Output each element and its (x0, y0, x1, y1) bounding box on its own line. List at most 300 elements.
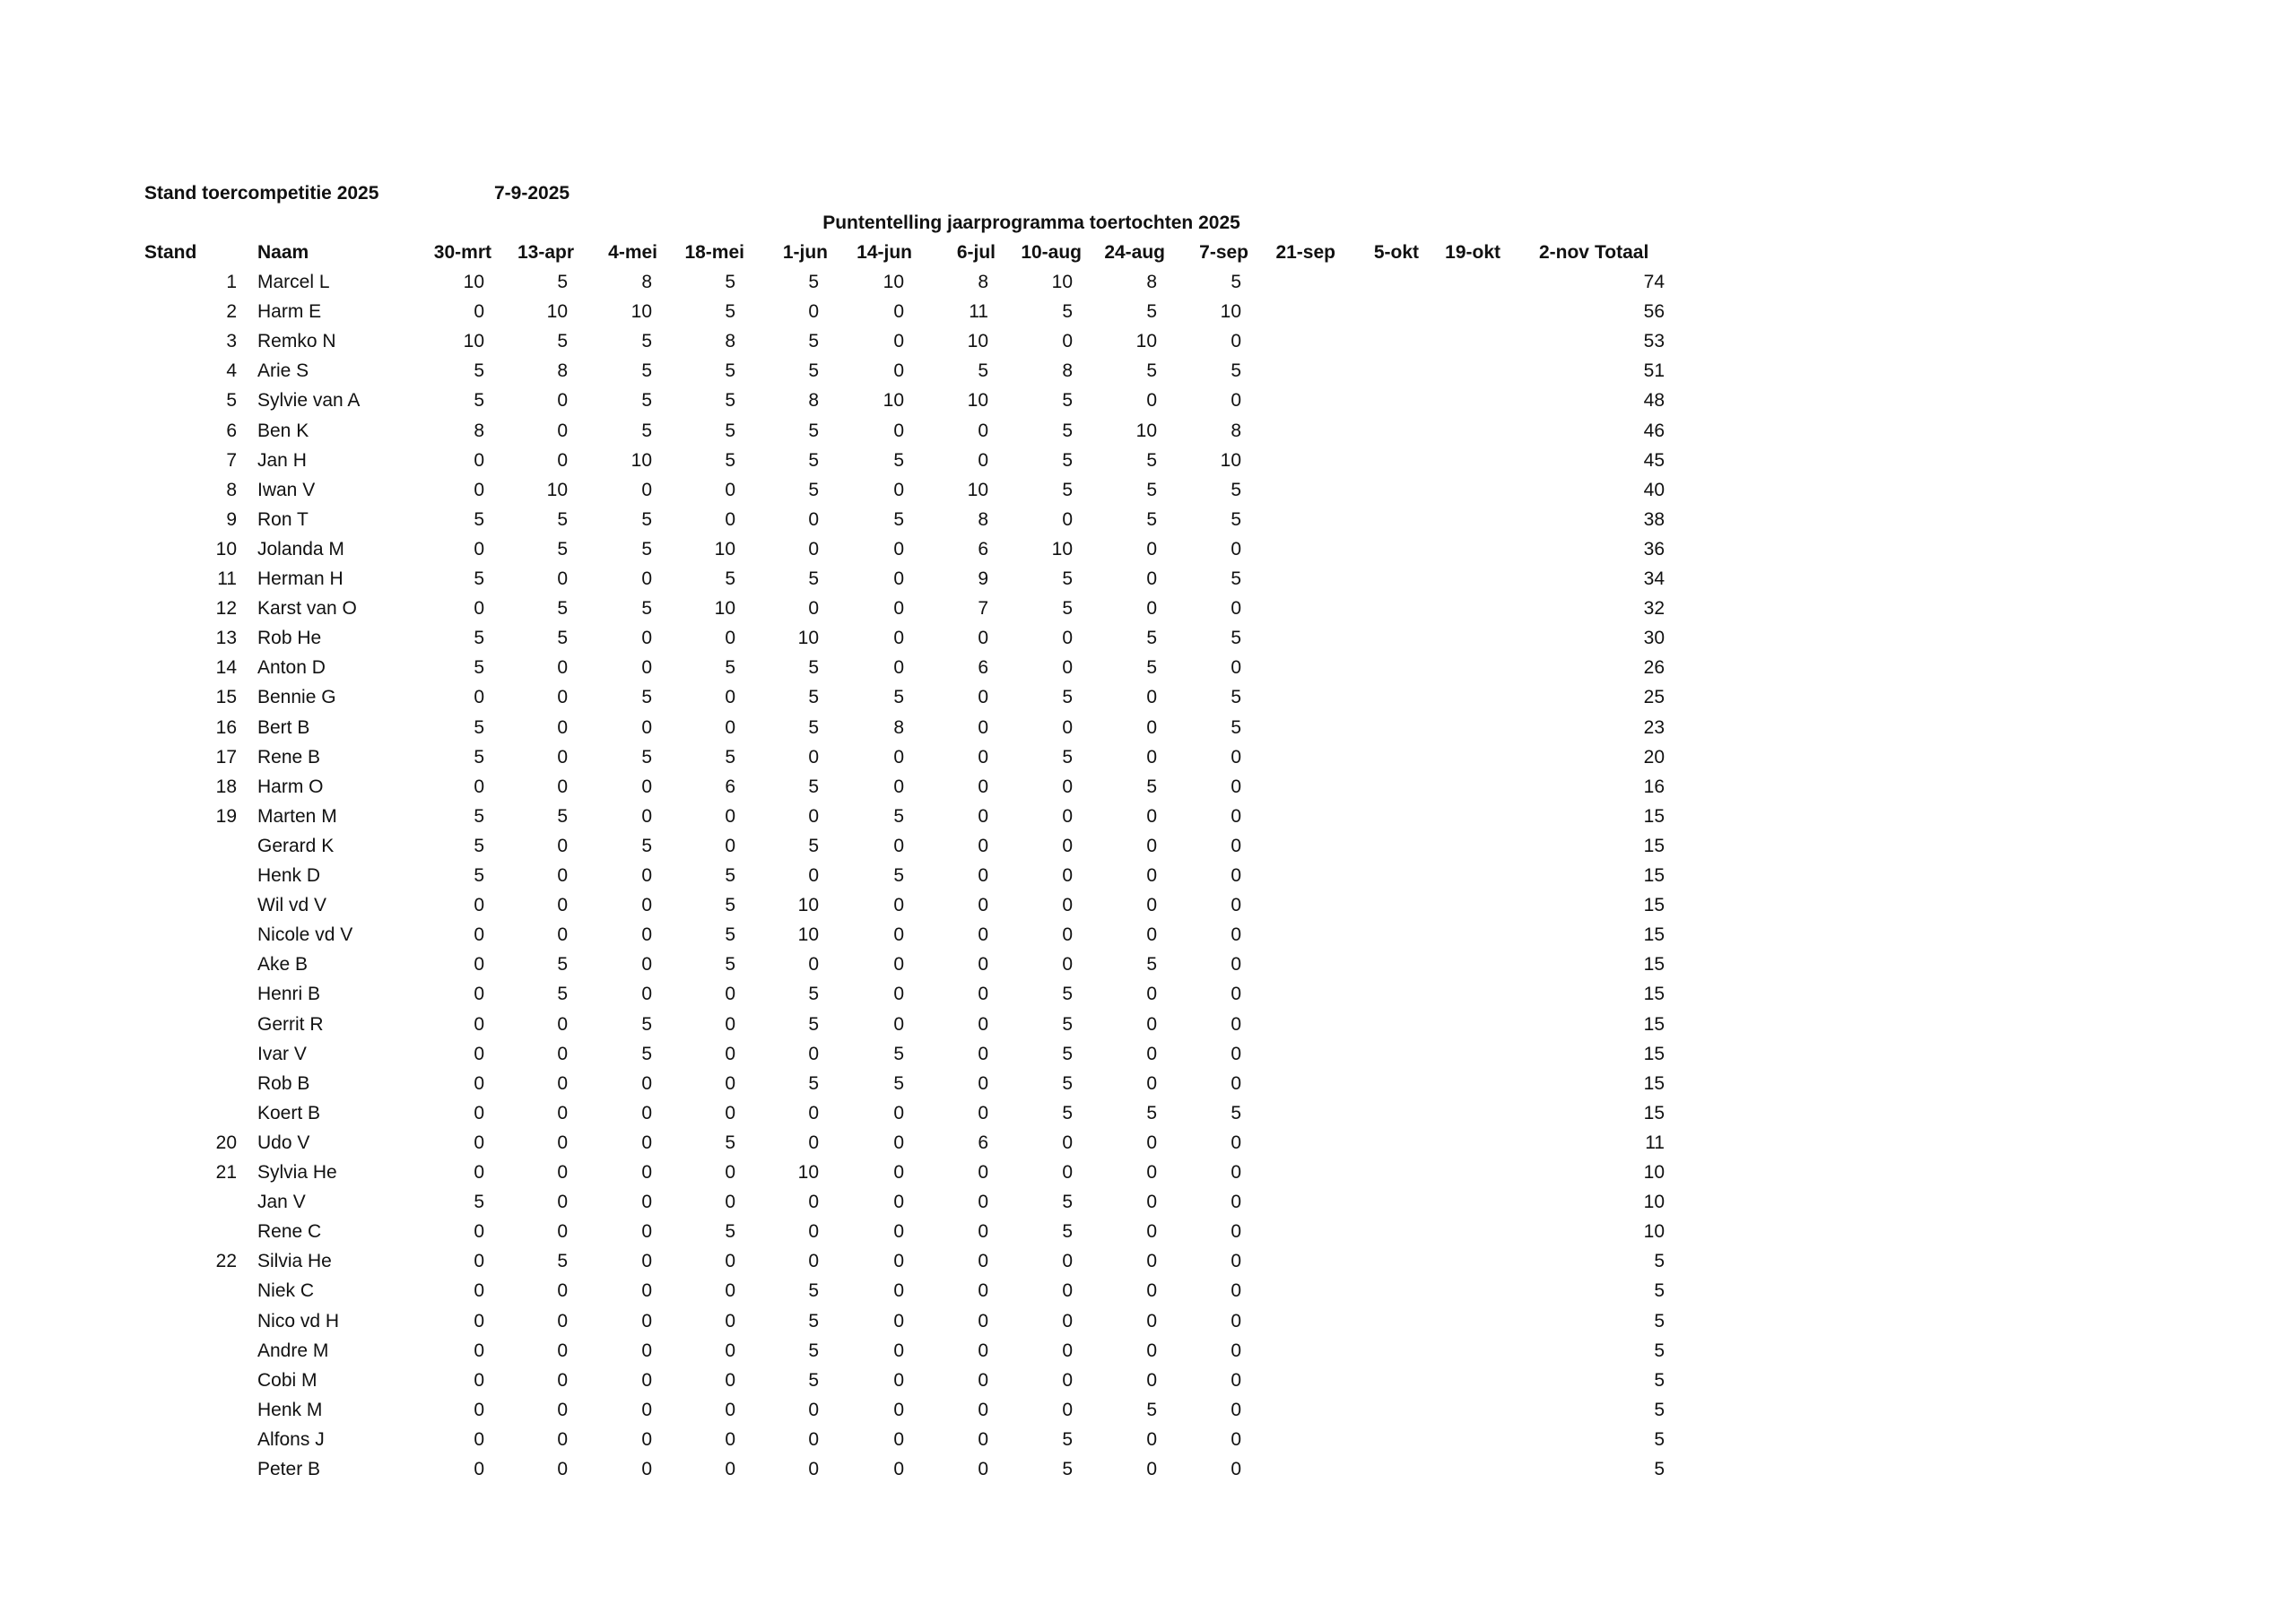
score-cell: 0 (893, 1251, 904, 1271)
totaal-cell: 5 (1654, 1459, 1665, 1479)
score-cell: 5 (808, 657, 819, 678)
score-cell: 0 (808, 1400, 819, 1420)
score-cell: 0 (893, 1311, 904, 1331)
score-cell: 0 (978, 421, 988, 441)
stand-cell (138, 1427, 237, 1453)
score-cell: 0 (893, 836, 904, 856)
naam-cell: Niek C (257, 1280, 315, 1301)
score-cell: 0 (1231, 1014, 1241, 1035)
score-cell: 5 (808, 1280, 819, 1301)
header-date: 2-nov (1538, 242, 1589, 263)
score-cell: 5 (641, 390, 652, 411)
score-cell: 0 (893, 331, 904, 351)
score-cell: 5 (557, 509, 568, 530)
score-cell: 8 (557, 360, 568, 381)
score-cell: 0 (893, 421, 904, 441)
score-cell: 0 (1231, 1251, 1241, 1271)
score-cell: 5 (1062, 1044, 1073, 1064)
naam-cell: Sylvia He (257, 1162, 337, 1183)
score-cell: 5 (1231, 480, 1241, 500)
score-cell: 10 (797, 895, 819, 915)
score-cell: 5 (1146, 480, 1157, 500)
score-cell: 0 (1231, 1132, 1241, 1153)
header-date: 1-jun (782, 242, 828, 263)
score-cell: 0 (474, 895, 484, 915)
score-cell: 0 (641, 1073, 652, 1094)
score-cell: 0 (1231, 836, 1241, 856)
score-cell: 0 (978, 1251, 988, 1271)
totaal-cell: 20 (1643, 747, 1665, 768)
totaal-cell: 5 (1654, 1280, 1665, 1301)
header-date: 24-aug (1104, 242, 1165, 263)
totaal-cell: 11 (1645, 1132, 1665, 1153)
stand-cell: 11 (217, 568, 237, 589)
score-cell: 5 (1231, 628, 1241, 648)
totaal-cell: 10 (1643, 1162, 1665, 1183)
score-cell: 0 (1146, 747, 1157, 768)
naam-cell: Silvia He (257, 1251, 332, 1271)
naam-cell: Rob B (257, 1073, 310, 1094)
header-date: 10-aug (1021, 242, 1082, 263)
score-cell: 0 (725, 1280, 735, 1301)
naam-cell: Udo V (257, 1132, 310, 1153)
score-cell: 10 (714, 539, 735, 559)
stand-cell (138, 1339, 237, 1364)
score-cell: 0 (978, 1192, 988, 1212)
score-cell: 0 (978, 954, 988, 975)
score-cell: 0 (978, 1370, 988, 1391)
score-cell: 0 (641, 1459, 652, 1479)
score-cell: 0 (808, 1132, 819, 1153)
totaal-cell: 15 (1643, 836, 1665, 856)
stand-cell: 3 (226, 331, 237, 351)
naam-cell: Ben K (257, 421, 309, 441)
naam-cell: Wil vd V (257, 895, 327, 915)
stand-cell: 16 (215, 717, 237, 738)
score-cell: 0 (1231, 984, 1241, 1004)
score-cell: 0 (893, 1459, 904, 1479)
score-cell: 0 (1146, 865, 1157, 886)
score-cell: 10 (967, 331, 988, 351)
stand-cell: 4 (226, 360, 237, 381)
stand-cell (138, 893, 237, 918)
naam-cell: Herman H (257, 568, 344, 589)
score-cell: 0 (893, 1280, 904, 1301)
score-cell: 0 (1146, 1044, 1157, 1064)
stand-cell: 10 (215, 539, 237, 559)
score-cell: 0 (725, 1311, 735, 1331)
totaal-cell: 36 (1643, 539, 1665, 559)
score-cell: 5 (808, 450, 819, 471)
score-cell: 0 (641, 1162, 652, 1183)
score-cell: 0 (725, 509, 735, 530)
score-cell: 0 (1231, 1044, 1241, 1064)
score-cell: 5 (725, 360, 735, 381)
score-cell: 5 (1062, 568, 1073, 589)
score-cell: 0 (1062, 1132, 1073, 1153)
stand-cell (138, 952, 237, 977)
totaal-cell: 10 (1643, 1192, 1665, 1212)
score-cell: 0 (641, 1251, 652, 1271)
score-cell: 8 (808, 390, 819, 411)
score-cell: 5 (893, 450, 904, 471)
score-cell: 0 (1146, 806, 1157, 827)
score-cell: 0 (1062, 1251, 1073, 1271)
header-naam: Naam (257, 242, 309, 263)
score-cell: 0 (893, 1221, 904, 1242)
header-totaal: Totaal (1595, 242, 1649, 263)
score-cell: 0 (893, 776, 904, 797)
stand-cell: 20 (215, 1132, 237, 1153)
score-cell: 0 (893, 1340, 904, 1361)
score-cell: 0 (1062, 836, 1073, 856)
score-cell: 0 (641, 1192, 652, 1212)
totaal-cell: 74 (1643, 272, 1665, 292)
stand-cell: 5 (226, 390, 237, 411)
naam-cell: Harm O (257, 776, 324, 797)
score-cell: 0 (808, 1192, 819, 1212)
score-cell: 0 (808, 1459, 819, 1479)
score-cell: 0 (893, 568, 904, 589)
score-cell: 0 (1146, 1132, 1157, 1153)
score-cell: 5 (1231, 1103, 1241, 1123)
naam-cell: Ivar V (257, 1044, 307, 1064)
score-cell: 0 (725, 717, 735, 738)
score-cell: 0 (1146, 1311, 1157, 1331)
totaal-cell: 15 (1643, 924, 1665, 945)
stand-cell (138, 1012, 237, 1037)
score-cell: 0 (1146, 1192, 1157, 1212)
totaal-cell: 15 (1643, 1073, 1665, 1094)
score-cell: 0 (557, 1280, 568, 1301)
naam-cell: Jolanda M (257, 539, 344, 559)
naam-cell: Cobi M (257, 1370, 317, 1391)
stand-cell: 8 (226, 480, 237, 500)
score-cell: 0 (1062, 717, 1073, 738)
score-cell: 0 (808, 747, 819, 768)
score-cell: 5 (1062, 1429, 1073, 1450)
score-cell: 5 (557, 272, 568, 292)
score-cell: 0 (725, 1429, 735, 1450)
score-cell: 0 (557, 895, 568, 915)
score-cell: 5 (1231, 272, 1241, 292)
stand-cell (138, 1042, 237, 1067)
score-cell: 0 (557, 1459, 568, 1479)
score-cell: 0 (1231, 1459, 1241, 1479)
stand-cell (138, 1368, 237, 1393)
score-cell: 5 (1062, 390, 1073, 411)
score-cell: 0 (978, 924, 988, 945)
totaal-cell: 15 (1643, 895, 1665, 915)
score-cell: 10 (546, 480, 568, 500)
score-cell: 0 (893, 1192, 904, 1212)
score-cell: 0 (474, 1400, 484, 1420)
score-cell: 0 (808, 301, 819, 322)
score-cell: 5 (1146, 657, 1157, 678)
score-cell: 0 (1062, 331, 1073, 351)
naam-cell: Henri B (257, 984, 321, 1004)
naam-cell: Remko N (257, 331, 336, 351)
score-cell: 0 (1231, 1311, 1241, 1331)
score-cell: 0 (1231, 954, 1241, 975)
score-cell: 0 (1231, 1280, 1241, 1301)
score-cell: 0 (641, 1280, 652, 1301)
score-cell: 5 (808, 984, 819, 1004)
header-date: 4-mei (608, 242, 657, 263)
score-cell: 8 (1062, 360, 1073, 381)
score-cell: 5 (641, 836, 652, 856)
score-cell: 0 (1146, 687, 1157, 707)
score-cell: 5 (893, 687, 904, 707)
naam-cell: Marcel L (257, 272, 330, 292)
score-cell: 0 (641, 1311, 652, 1331)
naam-cell: Marten M (257, 806, 337, 827)
sheet-date: 7-9-2025 (494, 183, 570, 204)
score-cell: 5 (1146, 301, 1157, 322)
score-cell: 5 (1146, 450, 1157, 471)
totaal-cell: 15 (1643, 984, 1665, 1004)
naam-cell: Harm E (257, 301, 322, 322)
score-cell: 5 (808, 717, 819, 738)
score-cell: 5 (1231, 509, 1241, 530)
score-cell: 0 (1062, 776, 1073, 797)
score-cell: 10 (714, 598, 735, 619)
score-cell: 0 (474, 1014, 484, 1035)
stand-cell: 2 (226, 301, 237, 322)
score-cell: 0 (725, 836, 735, 856)
score-cell: 0 (1062, 865, 1073, 886)
score-cell: 0 (1146, 717, 1157, 738)
score-cell: 5 (474, 628, 484, 648)
score-cell: 10 (1051, 539, 1073, 559)
score-cell: 0 (1146, 1340, 1157, 1361)
score-cell: 5 (474, 747, 484, 768)
totaal-cell: 15 (1643, 1044, 1665, 1064)
score-cell: 0 (641, 865, 652, 886)
score-cell: 5 (808, 1311, 819, 1331)
score-cell: 0 (725, 1162, 735, 1183)
score-cell: 10 (546, 301, 568, 322)
totaal-cell: 30 (1643, 628, 1665, 648)
score-cell: 0 (893, 539, 904, 559)
score-cell: 5 (557, 1251, 568, 1271)
naam-cell: Rene C (257, 1221, 322, 1242)
score-cell: 0 (557, 687, 568, 707)
stand-cell (138, 1101, 237, 1126)
sheet-subtitle: Puntentelling jaarprogramma toertochten 2025 (822, 213, 1240, 233)
naam-cell: Gerrit R (257, 1014, 324, 1035)
score-cell: 0 (1146, 924, 1157, 945)
score-cell: 5 (1062, 1459, 1073, 1479)
score-cell: 0 (641, 984, 652, 1004)
score-cell: 0 (474, 687, 484, 707)
score-cell: 0 (725, 1014, 735, 1035)
score-cell: 0 (557, 1429, 568, 1450)
score-cell: 0 (978, 895, 988, 915)
score-cell: 6 (978, 539, 988, 559)
totaal-cell: 26 (1643, 657, 1665, 678)
totaal-cell: 15 (1643, 806, 1665, 827)
score-cell: 0 (1146, 1251, 1157, 1271)
score-cell: 0 (1062, 628, 1073, 648)
totaal-cell: 5 (1654, 1429, 1665, 1450)
score-cell: 0 (893, 1132, 904, 1153)
score-cell: 0 (557, 657, 568, 678)
score-cell: 5 (725, 272, 735, 292)
naam-cell: Ake B (257, 954, 309, 975)
score-cell: 0 (1062, 657, 1073, 678)
score-cell: 0 (893, 657, 904, 678)
score-cell: 0 (808, 1221, 819, 1242)
stand-cell: 14 (215, 657, 237, 678)
score-cell: 0 (641, 895, 652, 915)
score-cell: 5 (1062, 421, 1073, 441)
score-cell: 8 (893, 717, 904, 738)
score-cell: 5 (474, 509, 484, 530)
header-date: 7-sep (1199, 242, 1248, 263)
score-cell: 5 (1062, 1103, 1073, 1123)
score-cell: 0 (474, 1251, 484, 1271)
score-cell: 5 (808, 1014, 819, 1035)
score-cell: 0 (978, 1103, 988, 1123)
score-cell: 0 (1062, 509, 1073, 530)
score-cell: 5 (808, 568, 819, 589)
score-cell: 0 (978, 984, 988, 1004)
totaal-cell: 34 (1643, 568, 1665, 589)
totaal-cell: 5 (1654, 1311, 1665, 1331)
score-cell: 0 (1146, 1014, 1157, 1035)
naam-cell: Iwan V (257, 480, 316, 500)
score-cell: 0 (1146, 1429, 1157, 1450)
score-cell: 0 (474, 954, 484, 975)
score-cell: 10 (883, 390, 904, 411)
score-cell: 0 (893, 1400, 904, 1420)
score-cell: 0 (1231, 657, 1241, 678)
score-cell: 5 (474, 657, 484, 678)
score-cell: 0 (978, 1221, 988, 1242)
score-cell: 0 (725, 628, 735, 648)
score-cell: 0 (474, 1044, 484, 1064)
totaal-cell: 23 (1643, 717, 1665, 738)
stand-cell: 15 (215, 687, 237, 707)
score-cell: 0 (893, 598, 904, 619)
score-cell: 0 (1146, 539, 1157, 559)
score-cell: 0 (978, 1162, 988, 1183)
score-cell: 8 (641, 272, 652, 292)
score-cell: 8 (725, 331, 735, 351)
score-cell: 0 (978, 1073, 988, 1094)
score-cell: 5 (641, 598, 652, 619)
score-cell: 0 (978, 717, 988, 738)
score-cell: 0 (557, 717, 568, 738)
score-cell: 0 (641, 1400, 652, 1420)
score-cell: 0 (641, 628, 652, 648)
stand-cell (138, 1309, 237, 1334)
totaal-cell: 32 (1643, 598, 1665, 619)
score-cell: 5 (1062, 687, 1073, 707)
score-cell: 0 (474, 301, 484, 322)
score-cell: 0 (557, 924, 568, 945)
score-cell: 0 (557, 1311, 568, 1331)
score-cell: 5 (1146, 509, 1157, 530)
score-cell: 0 (474, 1221, 484, 1242)
score-cell: 0 (474, 1073, 484, 1094)
totaal-cell: 15 (1643, 1014, 1665, 1035)
score-cell: 0 (725, 1459, 735, 1479)
score-cell: 7 (978, 598, 988, 619)
score-cell: 0 (1231, 1340, 1241, 1361)
sheet-title: Stand toercompetitie 2025 (144, 183, 379, 204)
score-cell: 0 (725, 1103, 735, 1123)
score-cell: 0 (474, 1311, 484, 1331)
score-cell: 0 (893, 628, 904, 648)
score-cell: 10 (967, 480, 988, 500)
score-cell: 0 (1146, 1073, 1157, 1094)
score-cell: 5 (641, 747, 652, 768)
score-cell: 0 (1231, 1221, 1241, 1242)
score-cell: 5 (893, 509, 904, 530)
stand-cell: 9 (226, 509, 237, 530)
stand-cell (138, 1398, 237, 1423)
score-cell: 0 (557, 1340, 568, 1361)
score-cell: 0 (557, 1044, 568, 1064)
score-cell: 10 (463, 272, 484, 292)
score-cell: 0 (1062, 1400, 1073, 1420)
score-cell: 0 (557, 836, 568, 856)
score-cell: 5 (808, 331, 819, 351)
totaal-cell: 16 (1643, 776, 1665, 797)
score-cell: 5 (557, 628, 568, 648)
score-cell: 0 (474, 1132, 484, 1153)
score-cell: 0 (978, 1459, 988, 1479)
score-cell: 5 (1146, 360, 1157, 381)
stand-cell (138, 863, 237, 889)
score-cell: 0 (1231, 776, 1241, 797)
score-cell: 5 (808, 360, 819, 381)
score-cell: 5 (725, 924, 735, 945)
score-cell: 0 (641, 806, 652, 827)
score-cell: 0 (641, 1132, 652, 1153)
score-cell: 5 (808, 836, 819, 856)
score-cell: 0 (893, 1370, 904, 1391)
naam-cell: Andre M (257, 1340, 329, 1361)
naam-cell: Jan H (257, 450, 307, 471)
stand-cell: 17 (215, 747, 237, 768)
totaal-cell: 5 (1654, 1400, 1665, 1420)
score-cell: 0 (641, 1221, 652, 1242)
score-cell: 5 (1231, 568, 1241, 589)
header-date: 5-okt (1373, 242, 1419, 263)
header-date: 19-okt (1445, 242, 1500, 263)
score-cell: 0 (641, 1429, 652, 1450)
totaal-cell: 45 (1643, 450, 1665, 471)
score-cell: 5 (557, 539, 568, 559)
score-cell: 0 (474, 1162, 484, 1183)
score-cell: 0 (725, 1340, 735, 1361)
score-cell: 5 (1231, 687, 1241, 707)
score-cell: 0 (474, 984, 484, 1004)
score-cell: 0 (641, 924, 652, 945)
score-cell: 10 (631, 301, 652, 322)
score-cell: 0 (1231, 924, 1241, 945)
score-cell: 5 (557, 984, 568, 1004)
score-cell: 0 (725, 1400, 735, 1420)
score-cell: 0 (1231, 1400, 1241, 1420)
score-cell: 6 (978, 1132, 988, 1153)
stand-cell (138, 834, 237, 859)
score-cell: 0 (1146, 836, 1157, 856)
score-cell: 0 (557, 390, 568, 411)
